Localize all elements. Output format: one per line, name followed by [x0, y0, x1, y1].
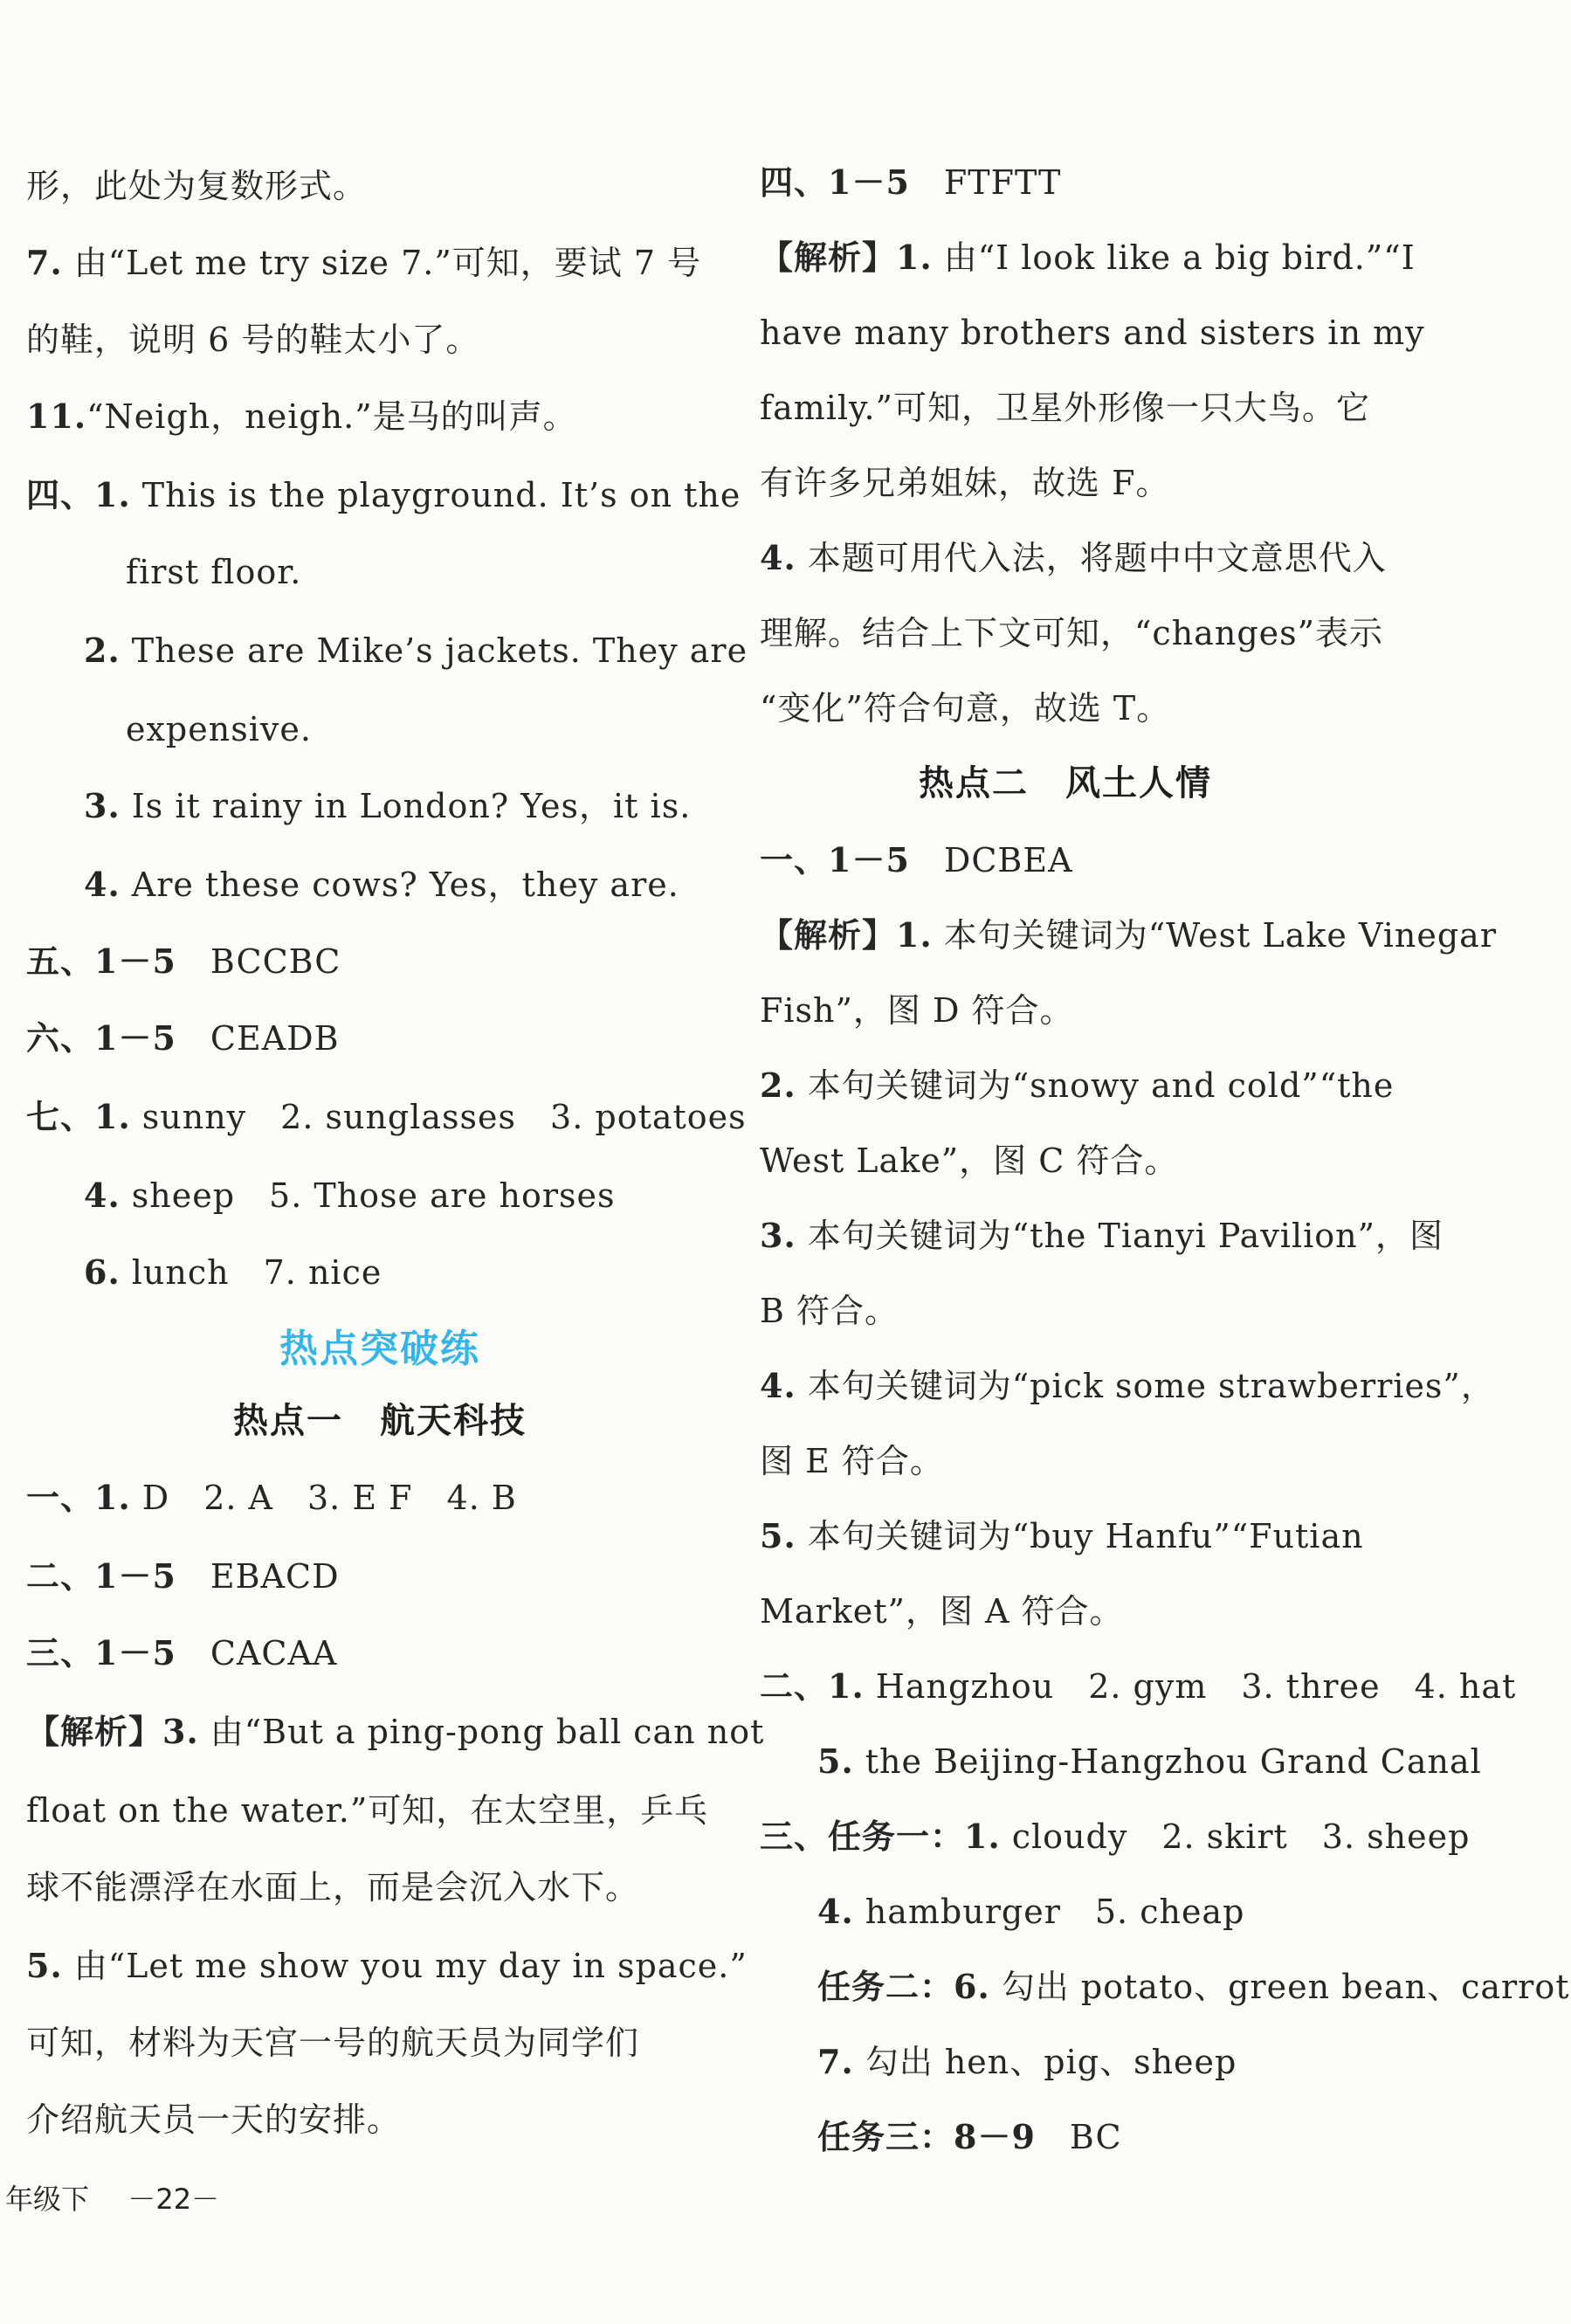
answer-line [760, 1065, 1394, 1106]
line-text: 由“But a ping-pong ball can not [198, 1713, 765, 1751]
line-text: DCBEA [909, 841, 1073, 879]
answer-line [26, 1712, 764, 1752]
answer-line [760, 1817, 1470, 1857]
line-text: D 2. A 3. E F 4. B [130, 1479, 517, 1517]
line-text: 勾出 potato、green bean、carrot [989, 1968, 1570, 2006]
answer-line [760, 1441, 944, 1481]
answer-line [26, 475, 741, 515]
line-text: have many brothers and sisters in my [760, 314, 1425, 352]
answer-line [760, 840, 1073, 880]
line-text: sheep 5. Those are horses [120, 1176, 616, 1215]
hot-topic-1-heading: 热点一 航天科技 [233, 1401, 527, 1441]
line-text: Market”，图 A 符合。 [760, 1592, 1124, 1631]
line-text: the Beijing-Hangzhou Grand Canal [853, 1742, 1482, 1781]
line-text: 可知，材料为天宫一号的航天员为同学们 [26, 2024, 640, 2062]
item-number: 2. [760, 1065, 796, 1105]
item-number: 五、1－5 [26, 941, 176, 981]
line-text: first floor. [126, 553, 302, 591]
line-text: “变化”符合句意，故选 T。 [760, 689, 1171, 728]
line-text: B 符合。 [760, 1292, 899, 1330]
item-number: 七、1. [26, 1097, 131, 1136]
line-text: Fish”，图 D 符合。 [760, 991, 1074, 1030]
line-text: sunny 2. sunglasses 3. potatoes [130, 1098, 747, 1136]
line-text: 理解。结合上下文可知，“changes”表示 [760, 614, 1384, 652]
line-text: EBACD [176, 1557, 340, 1596]
item-number: 【解析】1. [760, 238, 933, 277]
line-text: 有许多兄弟姐妹，故选 F。 [760, 464, 1170, 502]
answer-line [84, 865, 679, 905]
line-text: CEADB [176, 1019, 340, 1058]
line-text: hamburger 5. cheap [853, 1893, 1245, 1931]
line-text: CACAA [176, 1634, 338, 1672]
line-text: 本句关键词为“West Lake Vinegar [932, 916, 1497, 955]
answer-line [760, 990, 1074, 1031]
item-number: 三、任务一：1. [760, 1817, 1001, 1856]
footer-page-number: －22－ [127, 2183, 220, 2216]
item-number: 4. [760, 538, 796, 577]
item-number: 任务三：8－9 [817, 2117, 1036, 2156]
answer-line [760, 538, 1387, 578]
item-number: 【解析】1. [760, 915, 933, 955]
line-text: 本句关键词为“pick some strawberries”， [796, 1367, 1495, 1405]
item-number: 5. [26, 1946, 63, 1985]
line-text: 的鞋，说明 6 号的鞋太小了。 [26, 321, 480, 359]
line-text: float on the water.”可知，在太空里，乒乓 [26, 1791, 709, 1830]
line-text: 介绍航天员一天的安排。 [26, 2100, 402, 2139]
answer-line [26, 1790, 708, 1831]
item-number: 4. [84, 865, 121, 904]
line-text: This is the playground. It’s on the [130, 476, 741, 514]
answer-line [84, 1176, 616, 1216]
item-number: 6. [84, 1252, 121, 1292]
answer-line [760, 463, 1169, 503]
line-text: 本句关键词为“buy Hanfu”“Futian [796, 1517, 1364, 1555]
answer-line [760, 1216, 1444, 1256]
answer-line [760, 1666, 1516, 1707]
item-number: 任务二：6. [817, 1967, 990, 2006]
line-text: BCCBC [176, 942, 341, 981]
line-text: BC [1035, 2118, 1122, 2156]
item-number: 三、1－5 [26, 1633, 176, 1672]
answer-line [26, 166, 367, 206]
answer-line [26, 320, 479, 360]
line-text: cloudy 2. skirt 3. sheep [1000, 1817, 1471, 1856]
answer-line [84, 786, 691, 826]
item-number: 【解析】3. [26, 1712, 199, 1751]
line-text: Is it rainy in London? Yes，it is. [120, 787, 692, 825]
line-text: 由“Let me try size 7.”可知，要试 7 号 [62, 244, 702, 282]
answer-line [760, 688, 1170, 728]
answer-line [84, 631, 748, 671]
item-number: 3. [760, 1216, 796, 1255]
item-number: 一、1－5 [760, 840, 910, 879]
item-number: 四、1－5 [760, 162, 910, 202]
answer-line [26, 1946, 748, 1986]
answer-line [126, 709, 312, 749]
item-number: 5. [760, 1516, 796, 1555]
answer-line [26, 1867, 639, 1907]
line-text: 本句关键词为“snowy and cold”“the [796, 1066, 1395, 1105]
section-title: 热点突破练 [279, 1327, 480, 1371]
answer-line [26, 243, 701, 283]
answer-line [817, 1892, 1244, 1932]
line-text: 形，此处为复数形式。 [26, 167, 368, 205]
answer-line [760, 388, 1370, 428]
footer-grade: 年级下 [5, 2183, 90, 2216]
answer-line [26, 1097, 747, 1137]
line-text: 本题可用代入法，将题中中文意思代入 [796, 539, 1387, 577]
answer-line [760, 1366, 1495, 1406]
line-text: These are Mike’s jackets. They are [120, 631, 748, 670]
item-number: 5. [817, 1741, 854, 1781]
answer-line [26, 1018, 340, 1059]
answer-line [26, 1478, 517, 1518]
item-number: 二、1. [760, 1666, 865, 1706]
answer-line [26, 2100, 401, 2140]
answer-line [760, 1291, 899, 1331]
line-text: 本句关键词为“the Tianyi Pavilion”，图 [796, 1217, 1444, 1255]
line-text: FTFTT [909, 163, 1062, 202]
answer-line [760, 162, 1061, 203]
answer-line [26, 397, 577, 437]
line-text: Hangzhou 2. gym 3. three 4. hat [864, 1667, 1517, 1706]
item-number: 11. [26, 397, 87, 436]
line-text: 图 E 符合。 [760, 1442, 944, 1480]
hot-topic-2-heading: 热点二 风土人情 [919, 763, 1212, 803]
line-text: 由“Let me show you my day in space.” [62, 1947, 748, 1985]
item-number: 4. [84, 1176, 121, 1215]
answer-line [26, 1633, 337, 1673]
line-text: “Neigh，neigh.”是马的叫声。 [86, 397, 577, 436]
answer-line [760, 1141, 1178, 1181]
answer-line [84, 1252, 382, 1293]
answer-line [26, 1556, 340, 1596]
item-number: 四、1. [26, 475, 131, 514]
answer-line [760, 1516, 1364, 1556]
answer-line [26, 941, 341, 982]
item-number: 二、1－5 [26, 1556, 176, 1596]
item-number: 六、1－5 [26, 1018, 176, 1058]
answer-line [760, 1591, 1124, 1631]
line-text: Are these cows? Yes，they are. [120, 865, 679, 904]
page-footer [5, 2182, 219, 2217]
line-text: family.”可知，卫星外形像一只大鸟。它 [760, 389, 1370, 427]
line-text: expensive. [126, 710, 312, 748]
line-text: 由“I look like a big bird.”“I [932, 238, 1416, 277]
line-text: 球不能漂浮在水面上，而是会沉入水下。 [26, 1868, 640, 1907]
item-number: 4. [817, 1892, 854, 1931]
line-text: 勾出 hen、pig、sheep [853, 2043, 1237, 2081]
answer-line [760, 313, 1425, 353]
item-number: 7. [26, 243, 63, 282]
item-number: 3. [84, 786, 121, 825]
answer-line [817, 1967, 1570, 2007]
answer-line [817, 2117, 1122, 2157]
line-text: West Lake”，图 C 符合。 [760, 1141, 1179, 1180]
answer-line [817, 2042, 1237, 2082]
line-text: lunch 7. nice [120, 1253, 382, 1292]
answer-line [126, 552, 301, 592]
item-number: 2. [84, 631, 121, 670]
item-number: 4. [760, 1366, 796, 1405]
answer-line [817, 1741, 1482, 1782]
answer-line [26, 2023, 639, 2063]
answer-line [760, 915, 1497, 955]
answer-line [760, 613, 1383, 653]
item-number: 一、1. [26, 1478, 131, 1517]
answer-line [760, 238, 1416, 278]
item-number: 7. [817, 2042, 854, 2081]
